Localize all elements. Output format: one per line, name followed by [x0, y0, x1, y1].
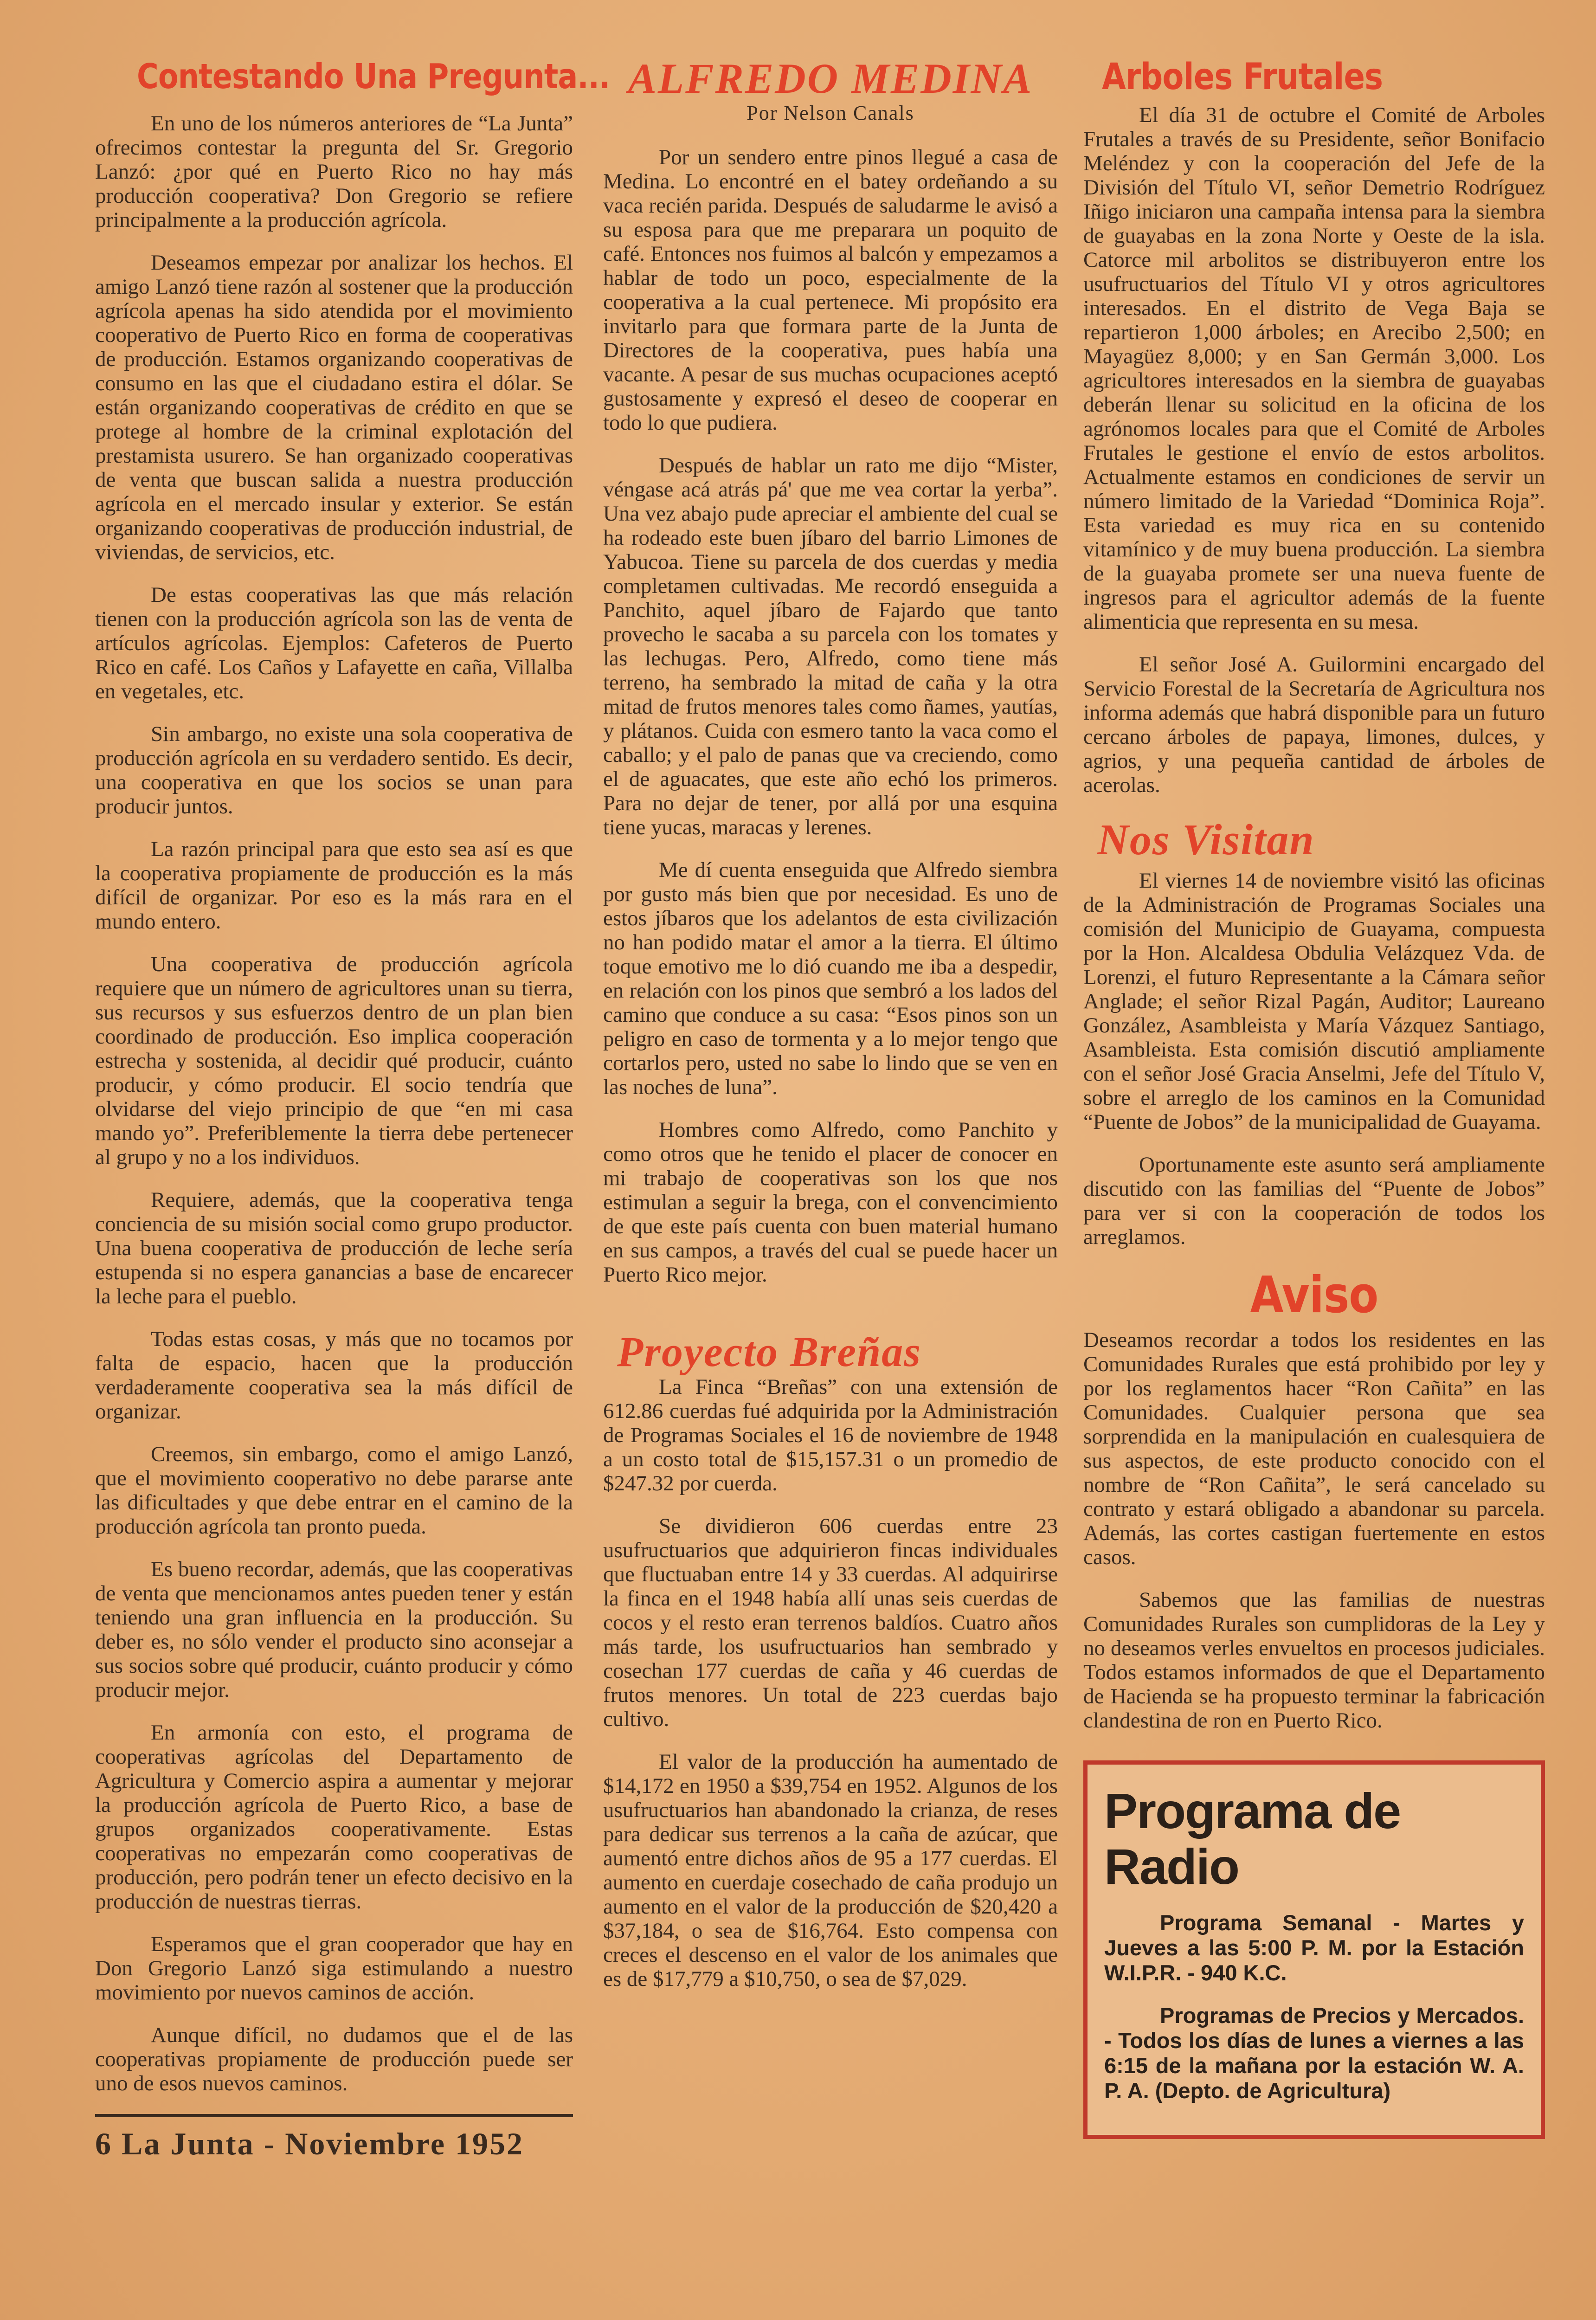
- paragraph: Esperamos que el gran cooperador que hay en Don Gregorio Lanzó siga estimulando a nuestro movimiento por nuevos caminos de acción.: [95, 1932, 573, 2004]
- paragraph: Creemos, sin embargo, como el amigo Lanzó, que el movimiento cooperativo no debe pararse ante las dificultades y que debe entrar en el camino de la producción agrícola tan pronto pueda.: [95, 1442, 573, 1539]
- paragraph: Es bueno recordar, además, que las cooperativas de venta que mencionamos antes pueden tener y están teniendo una gran influencia en la producción. Su deber es, no sólo vender el producto sino aconsejar a sus socios sobre qué producir, cuánto producir y cómo producir mejor.: [95, 1557, 573, 1702]
- headline-nos-visitan: Nos Visitan: [1097, 816, 1315, 864]
- headline-aviso: Aviso: [1250, 1266, 1378, 1324]
- paragraph: El señor José A. Guilormini encargado del Servicio Forestal de la Secretaría de Agricultura nos informa además que habrá disponible para un futuro cercano árboles de papaya, limones, dulces, y agrios, y una pequeña cantidad de árboles de acerolas.: [1083, 652, 1545, 797]
- column-3: [1083, 56, 1545, 2139]
- paragraph: Se dividieron 606 cuerdas entre 23 usufructuarios que adquirieron fincas individuales que fluctuaban entre 14 y 33 cuerdas. Al adquirirse la finca en el 1948 había allí unas seis cuerdas de cocos y el resto eran terrenos baldíos. Cuatro años más tarde, los usufructuarios han sembrado y cosechan 177 cuerdas de caña y 46 cuerdas de frutos menores. Un total de 223 cuerdas bajo cultivo.: [603, 1514, 1058, 1731]
- article-contestando: [95, 111, 573, 2095]
- article-proyecto-brenas: [603, 1375, 1058, 1991]
- article-nos-visitan: [1083, 869, 1545, 1249]
- paragraph: Todas estas cosas, y más que no tocamos por falta de espacio, hacen que la producción verdaderamente cooperativa sea la más difícil de organizar.: [95, 1327, 573, 1424]
- paragraph: Requiere, además, que la cooperativa tenga conciencia de su misión social como grupo productor. Una buena cooperativa de producción de leche sería estupenda si no espera ganancias a base de encarecer la leche para el pueblo.: [95, 1188, 573, 1308]
- paragraph: El valor de la producción ha aumentado de $14,172 en 1950 a $39,754 en 1952. Algunos de los usufructuarios han abandonado la crianza, de reses para dedicar sus terrenos a la caña de azúcar, que aumentó entre dichos años de 95 a 177 cuerdas. El aumento en cuerdaje cosechado de caña produjo un aumento en el valor de la producción de $20,420 a $37,184, o sea de $16,764. Esto compensa con creces el descenso en el valor de los animales que es de $17,779 a $10,750, o sea de $7,029.: [603, 1750, 1058, 1991]
- headline-arboles-frutales: Arboles Frutales: [1102, 56, 1383, 98]
- paragraph: Oportunamente este asunto será ampliamente discutido con las familias del “Puente de Jobos” para ver si con la cooperación de todos los arreglamos.: [1083, 1153, 1545, 1249]
- paragraph: Después de hablar un rato me dijo “Mister, véngase acá atrás pá' que me vea cortar la yerba”. Una vez abajo pude apreciar el ambiente del cual se ha rodeado este buen jíbaro del barrio Limones de Yabucoa. Tiene su parcela de dos cuerdas y media completamen cultivadas. Me recordó enseguida a Panchito, aquel jíbaro de Fajardo que tanto provecho le sacaba a su parcela con los tomates y las lechugas. Pero, Alfredo, como tiene más terreno, ha sembrado la mitad de caña y la otra mitad de frutos menores tales como ñames, yautías, y plátanos. Cuida con esmero tanto la vaca como el caballo; y el palo de panas que va creciendo, como el de aguacates, que este año echó los primeros. Para no dejar de tener, por allá por una esquina tiene yucas, maracas y lerenes.: [603, 453, 1058, 839]
- headline-contestando: Contestando Una Pregunta...: [137, 57, 610, 97]
- paragraph: Sabemos que las familias de nuestras Comunidades Rurales son cumplidoras de la Ley y no deseamos verles envueltos en procesos judiciales. Todos estamos informados de que el Departamento de Hacienda se ha propuesto terminar la fabricación clandestina de ron en Puerto Rico.: [1083, 1588, 1545, 1733]
- article-arboles-frutales: [1083, 103, 1545, 797]
- paragraph: Una cooperativa de producción agrícola requiere que un número de agricultores unan su tierra, sus recursos y sus esfuerzos dentro de un plan bien coordinado de producción. Eso implica cooperación estrecha y sostenida, al decidir qué producir, cuánto producir, y cómo producir. El socio tendría que olvidarse del viejo principio de que “en mi casa mando yo”. Preferiblemente la tierra debe pertenecer al grupo y no a los individuos.: [95, 952, 573, 1169]
- paragraph: Por un sendero entre pinos llegué a casa de Medina. Lo encontré en el batey ordeñando a su vaca recién parida. Después de saludarme le avisó a su esposa para que me preparara un poquito de café. Entonces nos fuimos al balcón y empezamos a hablar de todo un poco, especialmente de la cooperativa a la cual pertenece. Mi propósito era invitarlo para que formara parte de la Junta de Directores de la cooperativa, pues había una vacante. A pesar de sus muchas ocupaciones aceptó gustosamente y expresó el deseo de cooperar en todo lo que pudiera.: [603, 145, 1058, 435]
- paragraph: Aunque difícil, no dudamos que el de las cooperativas propiamente de producción puede ser uno de esos nuevos caminos.: [95, 2023, 573, 2095]
- paragraph: De estas cooperativas las que más relación tienen con la producción agrícola son las de venta de artículos agrícolas. Ejemplos: Cafeteros de Puerto Rico en café. Los Caños y Lafayette en caña, Villalba en vegetales, etc.: [95, 583, 573, 703]
- radio-schedule-daily: Programas de Precios y Mercados. - Todos los días de lunes a viernes a las 6:15 de la mañana por la estación W. A. P. A. (Depto. de Agricultura): [1104, 2003, 1524, 2103]
- paragraph: En uno de los números anteriores de “La Junta” ofrecimos contestar la pregunta del Sr. Gregorio Lanzó: ¿por qué en Puerto Rico no hay más producción cooperativa? Don Gregorio se refiere principalmente a la producción agrícola.: [95, 111, 573, 232]
- paragraph: Deseamos empezar por analizar los hechos. El amigo Lanzó tiene razón al sostener que la producción agrícola apenas ha sido atendida por el movimiento cooperativo de Puerto Rico en forma de cooperativas de producción. Estamos organizando cooperativas de consumo en las que el ciudadano estira el dólar. Se están organizando cooperativas de crédito en que se protege al hombre de la criminal explotación del prestamista usurero. Se han organizado cooperativas de venta que buscan salida a nuestra producción agrícola en el mercado insular y exterior. Se están organizando cooperativas de producción industrial, de viviendas, de servicios, etc.: [95, 251, 573, 564]
- radio-program-box: [1083, 1760, 1545, 2139]
- paragraph: La razón principal para que esto sea así es que la cooperativa propiamente de producción es la más difícil de organizar. Por eso es la más rara en el mundo entero.: [95, 837, 573, 934]
- paragraph: Me dí cuenta enseguida que Alfredo siembra por gusto más bien que por necesidad. Es uno de estos jíbaros que los adelantos de esta civilización no han podido matar el amor a la tierra. El último toque emotivo me lo dió cuando me iba a despedir, en relación con los pinos que sembró a los lados del camino que conduce a su casa: “Esos pinos son un peligro en caso de tormenta y a lo mejor tengo que cortarlos pero, usted no sabe lo lindo que se ven en las noches de luna”.: [603, 858, 1058, 1099]
- headline-alfredo-medina: ALFREDO MEDINA: [628, 55, 1033, 102]
- radio-title: Programa de Radio: [1104, 1783, 1401, 1895]
- radio-schedule-weekly: Programa Semanal - Martes y Jueves a las 5:00 P. M. por la Estación W.I.P.R. - 940 K.C.: [1104, 1910, 1524, 1985]
- page-footer: 6 La Junta - Noviembre 1952: [95, 2114, 573, 2162]
- paragraph: El día 31 de octubre el Comité de Arboles Frutales a través de su Presidente, señor Bonifacio Meléndez y con la cooperación del Jefe de la División del Título VI, señor Demetrio Rodríguez Iñigo iniciaron una campaña intensa para la siembra de guayabas en la zona Norte y Oeste de la isla. Catorce mil arbolitos se distribuyeron entre los usufructuarios del Título VI y otros agricultores interesados. En el distrito de Vega Baja se repartieron 1,000 árboles; en Arecibo 2,500; en Mayagüez 8,000; y en San Germán 3,000. Los agricultores interesados en la siembra de guayabas deberán llenar su solicitud en la oficina de los agrónomos locales para que el Comité de Arboles Frutales le gestione el envío de estos arbolitos. Actualmente estamos en condiciones de servir un número limitado de la Variedad “Dominica Roja”. Esta variedad es muy rica en su contenido vitamínico y de muy buena producción. La siembra de la guayaba promete ser una nueva fuente de ingresos para el agricultor además de la fuente alimenticia que representa en su mesa.: [1083, 103, 1545, 634]
- column-2: [603, 56, 1058, 2010]
- paragraph: Deseamos recordar a todos los residentes en las Comunidades Rurales que está prohibido por ley y por los reglamentos hacer “Ron Cañita” en las Comunidades. Cualquier persona que sea sorprendida en la manipulación en cualesquiera de sus aspectos, de este producto conocido con el nombre de “Ron Cañita”, le será cancelado su contrato y estará obligado a abandonar su parcela. Además, las cortes castigan fuertemente en estos casos.: [1083, 1328, 1545, 1569]
- column-1: [95, 56, 610, 2162]
- paragraph: Hombres como Alfredo, como Panchito y como otros que he tenido el placer de conocer en mi trabajo de cooperativas son los que nos estimulan a seguir la brega, con el convencimiento de que este país cuenta con buen material humano en sus campos, a través del cual se puede hacer un Puerto Rico mejor.: [603, 1118, 1058, 1287]
- byline: Por Nelson Canals: [747, 102, 914, 124]
- article-alfredo-medina: [603, 145, 1058, 1287]
- headline-proyecto-brenas: Proyecto Breñas: [617, 1328, 922, 1375]
- paragraph: El viernes 14 de noviembre visitó las oficinas de la Administración de Programas Sociales una comisión del Municipio de Guayama, compuesta por la Hon. Alcaldesa Obdulia Velázquez Vda. de Lorenzi, el futuro Representante a la Cámara señor Anglade; el señor Rizal Pagán, Auditor; Laureano González, Asambleista y María Vázquez Santiago, Asambleista. Esta comisión discutió ampliamente con el señor José Gracia Anselmi, Jefe del Título V, sobre el arreglo de los caminos en la Comunidad “Puente de Jobos” de la municipalidad de Guayama.: [1083, 869, 1545, 1134]
- paragraph: En armonía con esto, el programa de cooperativas agrícolas del Departamento de Agricultura y Comercio aspira a aumentar y mejorar la producción agrícola de Puerto Rico, a base de grupos organizados cooperativamente. Estas cooperativas no empezarán como cooperativas de producción, pero podrán tener un efecto decisivo en la producción de nuestras tierras.: [95, 1721, 573, 1914]
- paragraph: Sin ambargo, no existe una sola cooperativa de producción agrícola en su verdadero sentido. Es decir, una cooperativa en que los socios se unan para producir juntos.: [95, 722, 573, 818]
- article-aviso: [1083, 1328, 1545, 1733]
- paragraph: La Finca “Breñas” con una extensión de 612.86 cuerdas fué adquirida por la Administración de Programas Sociales el 16 de noviembre de 1948 a un costo total de $15,157.31 o un promedio de $247.32 por cuerda.: [603, 1375, 1058, 1495]
